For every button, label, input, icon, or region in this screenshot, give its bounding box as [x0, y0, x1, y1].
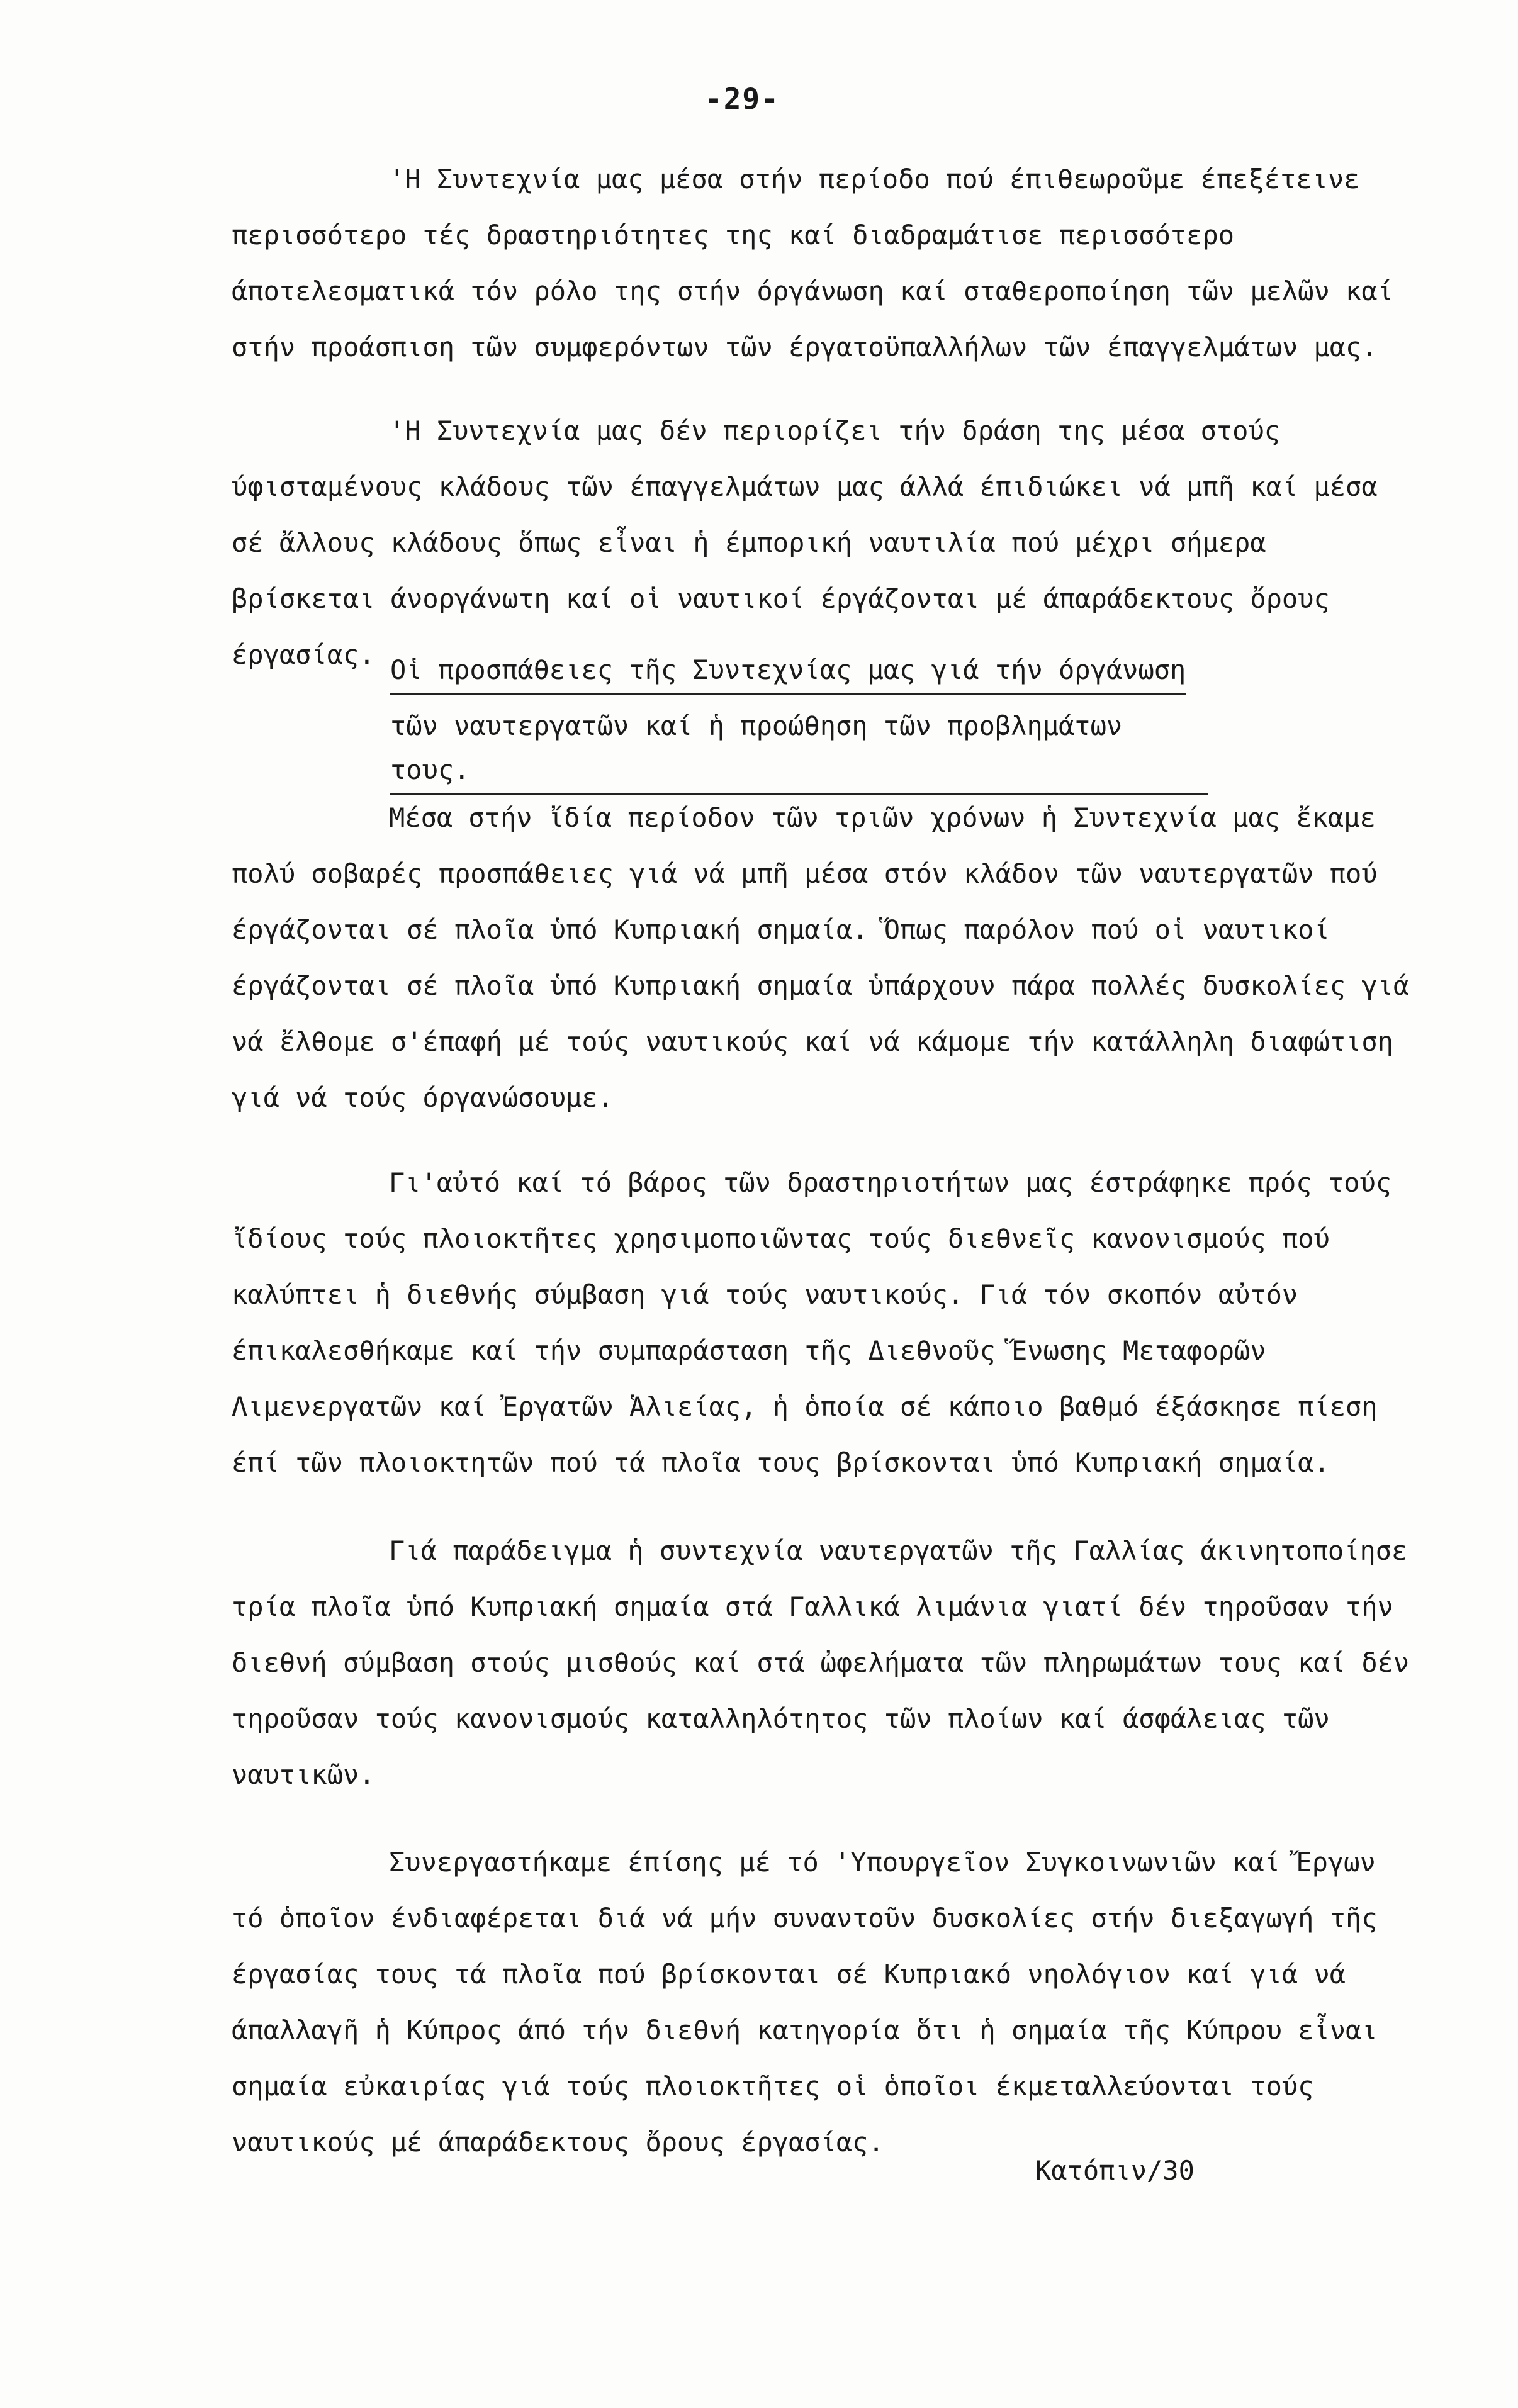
paragraph-organizing-efforts: Μέσα στήν ἴδία περίοδον τῶν τριῶν χρόνων ἡ Συντεχνία μας ἔκαμε πολύ σοβαρές προσπάθειες γιά νά μπῆ μέσα στόν κλάδον τῶν ναυτεργατῶν πού έργάζονται σέ πλοῖα ὑπό Κυπριακή σημαία. Ὅπως παρόλον πού οἱ ναυτικοί έργάζονται σέ πλοῖα ὑπό Κυπριακή σημαία ὑπάρχουν πάρα πολλές δυσκολίες γιά νά ἔλθομε σ'έπαφή μέ τούς ναυτικούς καί νά κάμομε τήν κατάλληλη διαφώτιση γιά νά τούς όργανώσουμε. — [232, 802, 1410, 1113]
paragraph-ministry-cooperation: Συνεργαστήκαμε έπίσης μέ τό 'Υπουργεῖον Συγκοινωνιῶν καί Ἔργων τό ὁποῖον ένδιαφέρεται διά νά μήν συναντοῦν δυσκολίες στήν διεξαγωγή τῆς έργασίας τους τά πλοῖα πού βρίσκονται σέ Κυπριακό νηολόγιον καί γιά νά άπαλλαγῆ ἡ Κύπρος άπό τήν διεθνή κατηγορία ὅτι ἡ σημαία τῆς Κύπρου εἶναι σημαία εὐκαιρίας γιά τούς πλοιοκτῆτες οἱ ὁποῖοι έκμεταλλεύονται τούς ναυτικούς μέ άπαράδεκτους ὄρους έργασίας. — [232, 1847, 1378, 2158]
paragraph-union-expansion: 'Η Συντεχνία μας δέν περιορίζει τήν δράση της μέσα στούς ύφισταμένους κλάδους τῶν έπαγγελμάτων μας άλλά έπιδιώκει νά μπῆ καί μέσα σέ ἄλλους κλάδους ὅπως εἶναι ἡ έμπορική ναυτιλία πού μέχρι σήμερα βρίσκεται άνοργάνωτη καί οἱ ναυτικοί έργάζονται μέ άπαράδεκτους ὄρους έργασίας. — [232, 415, 1378, 670]
section-heading — [390, 648, 1208, 804]
section-heading-line-1: Οἱ προσπάθειες τῆς Συντεχνίας μας γιά τήν όργάνωση — [390, 648, 1186, 695]
continuation-note: Κατόπιν/30 — [1035, 2155, 1195, 2186]
paragraph-shipowners-pressure: Γι'αὐτό καί τό βάρος τῶν δραστηριοτήτων μας έστράφηκε πρός τούς ἴδίους τούς πλοιοκτῆτες χρησιμοποιῶντας τούς διεθνεῖς κανονισμούς πού καλύπτει ἡ διεθνής σύμβαση γιά τούς ναυτικούς. Γιά τόν σκοπόν αὐτόν έπικαλεσθήκαμε καί τήν συμπαράσταση τῆς Διεθνοῦς Ἕνωσης Μεταφορῶν Λιμενεργατῶν καί Ἐργατῶν Ἁλιείας, ἡ ὁποία σέ κάποιο βαθμό έξάσκησε πίεση έπί τῶν πλοιοκτητῶν πού τά πλοῖα τους βρίσκονται ὑπό Κυπριακή σημαία. — [232, 1167, 1392, 1478]
paragraph-union-activities: 'Η Συντεχνία μας μέσα στήν περίοδο πού έπιθεωροῦμε έπεξέτεινε περισσότερο τές δραστηριότητες της καί διαδραμάτισε περισσότερο άποτελεσματικά τόν ρόλο της στήν όργάνωση καί σταθεροποίηση τῶν μελῶν καί στήν προάσπιση τῶν συμφερόντων τῶν έργατοϋπαλλήλων τῶν έπαγγελμάτων μας. — [232, 164, 1393, 362]
paragraph-france-example: Γιά παράδειγμα ἡ συντεχνία ναυτεργατῶν τῆς Γαλλίας άκινητοποίησε τρία πλοῖα ὑπό Κυπριακή σημαία στά Γαλλικά λιμάνια γιατί δέν τηροῦσαν τήν διεθνή σύμβαση στούς μισθούς καί στά ὠφελήματα τῶν πληρωμάτων τους καί δέν τηροῦσαν τούς κανονισμούς καταλληλότητος τῶν πλοίων καί άσφάλειας τῶν ναυτικῶν. — [232, 1535, 1410, 1790]
page-number: -29- — [705, 82, 780, 116]
section-heading-line-2: τῶν ναυτεργατῶν καί ἡ προώθηση τῶν προβλημάτων τους. — [390, 704, 1208, 795]
